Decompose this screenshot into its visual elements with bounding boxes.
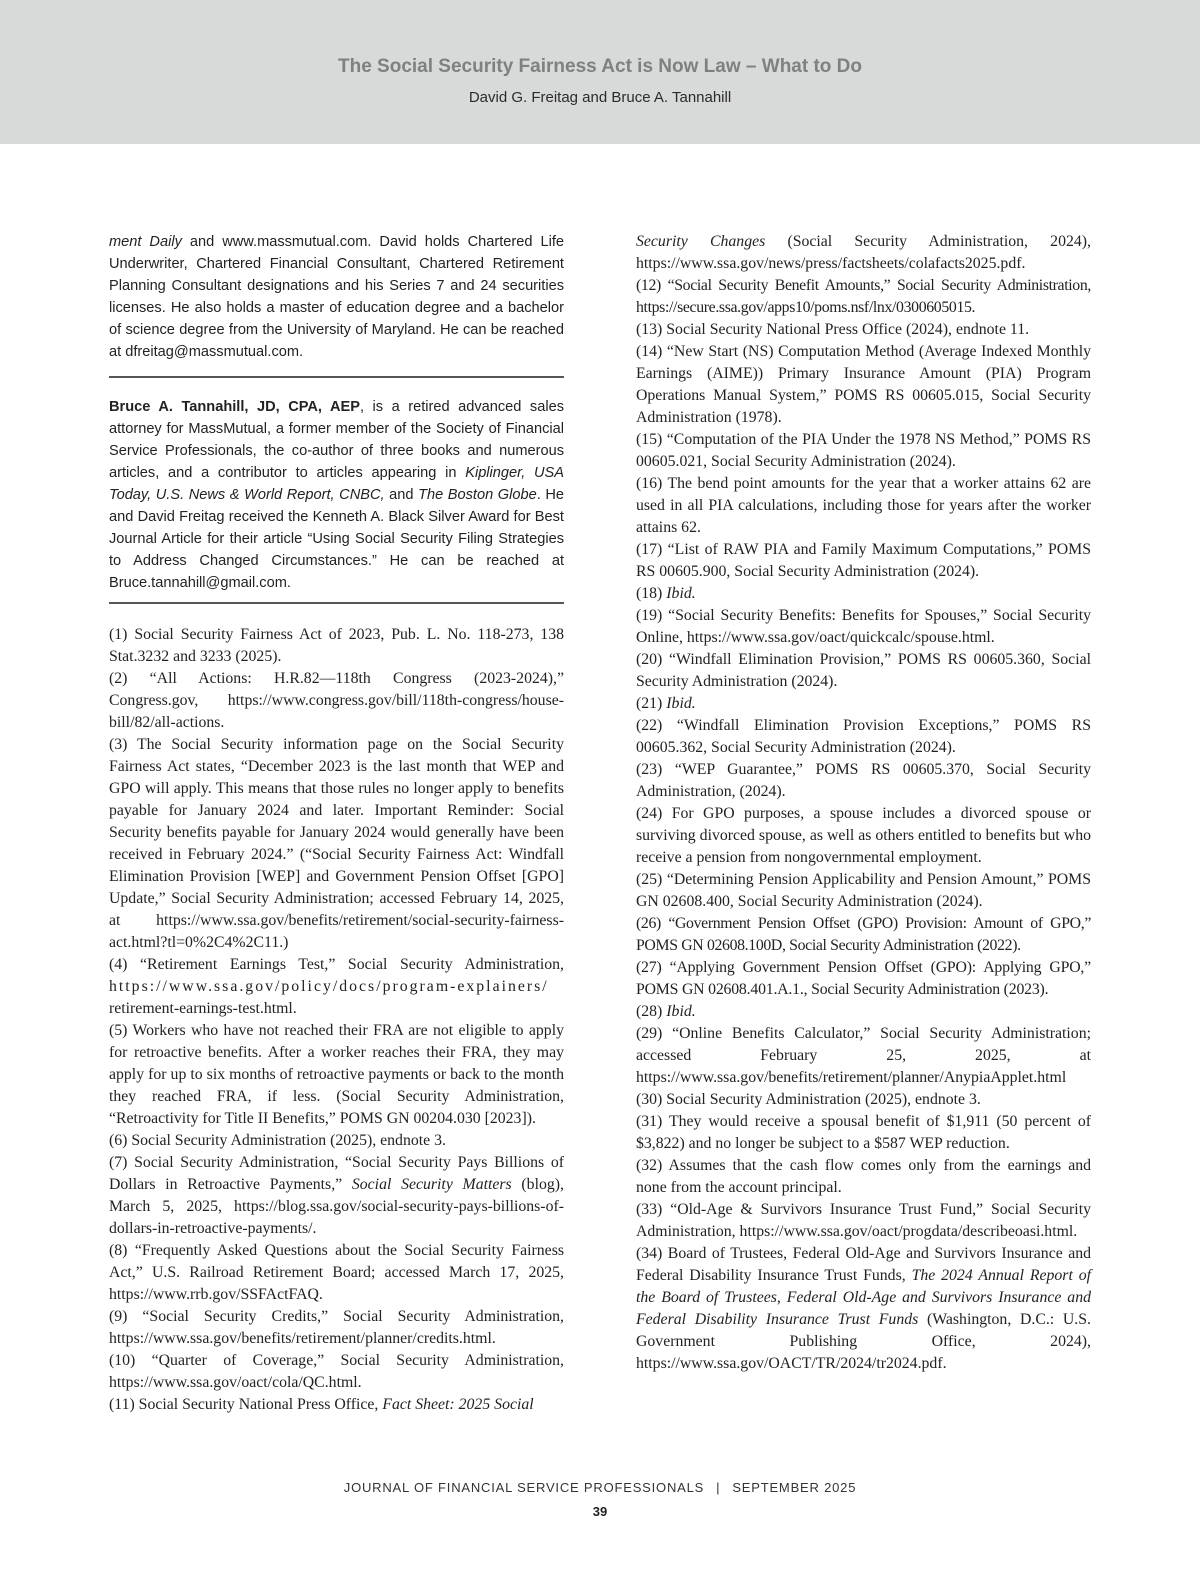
endnote: (33) “Old-Age & Survivors Insurance Trust Fund,” Social Security Administration, https://www.ssa.gov/oact/progdata/describeoasi.html. — [636, 1201, 1091, 1240]
divider — [109, 602, 564, 604]
endnote-text: (28) — [636, 1003, 667, 1020]
endnote-text: (Social Security Administration, 2024), https://www.ssa.gov/news/press/factsheets/colafacts2025.pdf. — [636, 233, 1091, 272]
article-title: The Social Security Fairness Act is Now Law – What to Do — [337, 56, 863, 77]
endnote-text: (blog), March 5, 2025, https://blog.ssa.gov/social-security-pays-billions-of-dollars-in-retroactive-payments/. — [109, 1176, 564, 1237]
endnote-italic: Ibid. — [666, 695, 696, 712]
endnote-url: https://www.ssa.gov/policy/docs/program-explainers/ — [109, 978, 549, 995]
endnote: (3) The Social Security information page on the Social Security Fairness Act states, “December 2023 is the last month that WEP and GPO will apply. This means that those rules no longer apply to benefits payable for January 2024 and later. Important Reminder: Social Security benefits payable for January 2024 would generally have been received in February 2024.” (“Social Security Fairness Act: Windfall Elimination Provision [WEP] and Government Pension Offset [GPO] Update,” Social Security Administration; accessed February 14, 2025, at https://www.ssa.gov/benefits/retirement/social-security-fairness-act.html?tl=0%2C4%2C11.) — [109, 736, 564, 951]
endnote: (6) Social Security Administration (2025), endnote 3. — [109, 1132, 446, 1149]
bio-freitag-italic: ment Daily — [109, 234, 182, 250]
endnote — [636, 1001, 1091, 1023]
bio-tannahill-name: Bruce A. Tannahill, JD, CPA, AEP — [109, 399, 360, 415]
endnote: (12) “Social Security Benefit Amounts,” Social Security Administration, https://secure.ssa.gov/apps10/poms.nsf/lnx/0300605015. — [636, 277, 1091, 316]
endnote: (1) Social Security Fairness Act of 2023, Pub. L. No. 118-273, 138 Stat.3232 and 3233 (2025). — [109, 626, 564, 665]
bio-tannahill-text-2: and — [384, 487, 419, 503]
page-number: 39 — [592, 1504, 608, 1519]
divider — [109, 376, 564, 378]
endnote — [636, 1243, 1091, 1375]
endnote: (30) Social Security Administration (2025), endnote 3. — [636, 1091, 981, 1108]
endnote: (13) Social Security National Press Office (2024), endnote 11. — [636, 321, 1030, 338]
endnote — [109, 1394, 564, 1416]
endnote-italic: Security Changes — [636, 233, 766, 250]
endnote-italic: Ibid. — [666, 585, 696, 602]
endnote-text: (18) — [636, 585, 667, 602]
bio-freitag-text: and www.massmutual.com. David holds Chartered Life Underwriter, Chartered Financial Consultant, Chartered Retirement Planning Consultant designations and his Series 7 and 24 securities licenses. He also holds a master of education degree and a bachelor of science degree from the University of Maryland. He can be reached at dfreitag@massmutual.com. — [109, 234, 565, 360]
endnote: (10) “Quarter of Coverage,” Social Security Administration, https://www.ssa.gov/oact/cola/QC.html. — [109, 1352, 564, 1391]
endnote: (19) “Social Security Benefits: Benefits for Spouses,” Social Security Online, https://www.ssa.gov/oact/quickcalc/spouse.html. — [636, 607, 1091, 646]
endnote: (31) They would receive a spousal benefit of $1,911 (50 percent of $3,822) and no longer be subject to a $587 WEP reduction. — [636, 1113, 1091, 1152]
endnote-text: retirement-earnings-test.html. — [109, 1000, 297, 1017]
bio-tannahill-text-3: . He and David Freitag received the Kenneth A. Black Silver Award for Best Journal Article for their article “Using Social Security Filing Strategies to Address Changed Circumstances.” He can be reached at Bruce.tannahill@gmail.com. — [109, 487, 565, 591]
article-authors: David G. Freitag and Bruce A. Tannahill — [468, 89, 732, 106]
endnote: (23) “WEP Guarantee,” POMS RS 00605.370, Social Security Administration, (2024). — [636, 761, 1091, 800]
endnote: (20) “Windfall Elimination Provision,” POMS RS 00605.360, Social Security Administration (2024). — [636, 651, 1091, 690]
endnote-italic: Ibid. — [666, 1003, 696, 1020]
bio-tannahill-pub-globe: The Boston Globe — [418, 487, 537, 503]
endnote: (15) “Computation of the PIA Under the 1978 NS Method,” POMS RS 00605.021, Social Security Administration (2024). — [636, 431, 1091, 470]
right-column — [636, 231, 1091, 1375]
endnote-italic: Social Security Matters — [351, 1176, 512, 1193]
endnote: (17) “List of RAW PIA and Family Maximum Computations,” POMS RS 00605.900, Social Security Administration (2024). — [636, 541, 1091, 580]
endnote: (9) “Social Security Credits,” Social Security Administration, https://www.ssa.gov/benefits/retirement/planner/credits.html. — [109, 1308, 564, 1347]
header-band — [0, 0, 1200, 144]
bio-freitag — [109, 231, 564, 363]
journal-name: JOURNAL OF FINANCIAL SERVICE PROFESSIONALS — [343, 1480, 705, 1495]
bio-tannahill-text-1: , is a retired advanced sales attorney for MassMutual, a former member of the Society of Financial Service Professionals, the co-author of three books and numerous articles, and a contributor to articles appearing in — [109, 399, 564, 481]
endnote — [636, 693, 1091, 715]
endnote: (5) Workers who have not reached their FRA are not eligible to apply for retroactive benefits. After a worker reaches their FRA, they may apply for up to six months of retroactive payments or back to the month they reached FRA, if less. (Social Security Administration, “Retroactivity for Title II Benefits,” POMS GN 00204.030 [2023]). — [109, 1022, 564, 1127]
endnote-text: (7) Social Security Administration, “Social Security Pays Billions of Dollars in Retroactive Payments,” — [109, 1154, 564, 1193]
endnote-text: (4) “Retirement Earnings Test,” Social Security Administration, — [109, 956, 564, 973]
endnote: (32) Assumes that the cash flow comes only from the earnings and none from the account principal. — [636, 1157, 1091, 1196]
endnote-italic: The 2024 Annual Report of the Board of Trustees, Federal Old-Age and Survivors Insurance and Federal Disability Insurance Trust Funds — [636, 1267, 1091, 1328]
footer-separator: | — [716, 1480, 721, 1495]
left-column — [109, 231, 564, 1416]
endnotes-right — [636, 231, 1091, 1375]
endnote-text: (21) — [636, 695, 667, 712]
endnote: (22) “Windfall Elimination Provision Exceptions,” POMS RS 00605.362, Social Security Administration (2024). — [636, 717, 1091, 756]
endnote-text: (Washington, D.C.: U.S. Government Publishing Office, 2024), https://www.ssa.gov/OACT/TR/2024/tr2024.pdf. — [636, 1311, 1091, 1372]
endnotes-left — [109, 624, 564, 1416]
endnote: (27) “Applying Government Pension Offset (GPO): Applying GPO,” POMS GN 02608.401.A.1., Social Security Administration (2023). — [636, 959, 1091, 998]
endnote: (26) “Government Pension Offset (GPO) Provision: Amount of GPO,” POMS GN 02608.100D, Social Security Administration (2022). — [636, 915, 1091, 954]
endnote — [636, 583, 1091, 605]
footer-journal — [0, 1480, 1200, 1495]
endnote: (24) For GPO purposes, a spouse includes a divorced spouse or surviving divorced spouse, as well as others entitled to benefits but who receive a pension from nongovernmental employment. — [636, 805, 1091, 866]
endnote: (2) “All Actions: H.R.82—118th Congress (2023-2024),” Congress.gov, https://www.congress.gov/bill/118th-congress/house-bill/82/all-actions. — [109, 670, 564, 731]
endnote: (14) “New Start (NS) Computation Method (Average Indexed Monthly Earnings (AIME)) Primary Insurance Amount (PIA) Program Operations Manual System,” POMS RS 00605.015, Social Security Administration (1978). — [636, 343, 1091, 426]
endnote-italic: Fact Sheet: 2025 Social — [382, 1396, 534, 1413]
bio-tannahill-pubs: Kiplinger, USA Today, U.S. News & World Report, CNBC, — [109, 465, 564, 503]
endnote — [109, 1152, 564, 1240]
issue-date: SEPTEMBER 2025 — [732, 1480, 857, 1495]
bio-tannahill — [109, 396, 564, 594]
endnote: (8) “Frequently Asked Questions about the Social Security Fairness Act,” U.S. Railroad Retirement Board; accessed March 17, 2025, https://www.rrb.gov/SSFActFAQ. — [109, 1242, 564, 1303]
endnote: (25) “Determining Pension Applicability and Pension Amount,” POMS GN 02608.400, Social Security Administration (2024). — [636, 871, 1091, 910]
endnote: (29) “Online Benefits Calculator,” Social Security Administration; accessed February 25, 2025, at https://www.ssa.gov/benefits/retirement/planner/AnypiaApplet.html — [636, 1025, 1091, 1086]
endnote — [109, 954, 564, 1020]
endnote-text: (11) Social Security National Press Office, — [109, 1396, 383, 1413]
endnote-text: (34) Board of Trustees, Federal Old-Age and Survivors Insurance and Federal Disability Insurance Trust Funds, — [636, 1245, 1091, 1284]
endnote: (16) The bend point amounts for the year that a worker attains 62 are used in all PIA calculations, including those for years after the worker attains 62. — [636, 475, 1091, 536]
endnote — [636, 231, 1091, 275]
